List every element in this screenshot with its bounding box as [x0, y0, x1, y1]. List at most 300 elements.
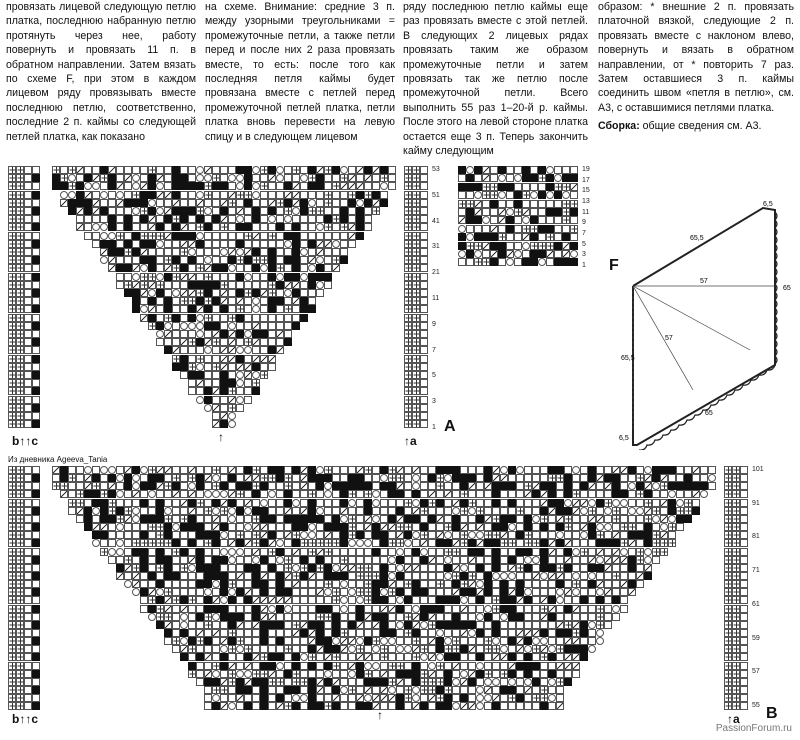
- chart-symbol: [404, 637, 412, 645]
- chart-symbol: [292, 694, 300, 702]
- chart-symbol: [308, 531, 316, 539]
- chart-symbol: [316, 207, 324, 215]
- chart-symbol: [372, 580, 380, 588]
- chart-symbol: [92, 482, 100, 490]
- chart-symbol: [260, 613, 268, 621]
- chart-symbol: [140, 490, 148, 498]
- chart-symbol: [276, 629, 284, 637]
- chart-symbol: [268, 694, 276, 702]
- chart-symbol: [530, 200, 538, 208]
- chart-symbol: [260, 596, 268, 604]
- chart-symbol: [660, 490, 668, 498]
- chart-symbol: [180, 273, 188, 281]
- chart-symbol: [684, 515, 692, 523]
- chart-symbol: [484, 531, 492, 539]
- chart-symbol: [220, 531, 228, 539]
- chart-symbol: [16, 248, 24, 256]
- chart-symbol: [396, 686, 404, 694]
- svg-text:57: 57: [665, 335, 673, 342]
- chart-symbol: [724, 588, 732, 596]
- chart-symbol: [516, 629, 524, 637]
- chart-symbol: [554, 233, 562, 241]
- chart-symbol: [468, 653, 476, 661]
- chart-symbol: [548, 702, 556, 710]
- chart-symbol: [260, 182, 268, 190]
- chart-symbol: [32, 474, 40, 482]
- chart-symbol: [516, 670, 524, 678]
- chart-symbol: [24, 207, 32, 215]
- chart-symbol: [732, 588, 740, 596]
- chart-symbol: [676, 482, 684, 490]
- chart-symbol: [260, 363, 268, 371]
- chart-symbol: [164, 580, 172, 588]
- chart-symbol: [516, 507, 524, 515]
- chart-symbol: [68, 174, 76, 182]
- chart-symbol: [724, 580, 732, 588]
- chart-symbol: [620, 490, 628, 498]
- chart-symbol: [212, 289, 220, 297]
- chart-symbol: [16, 264, 24, 272]
- chart-symbol: [508, 686, 516, 694]
- chart-symbol: [514, 233, 522, 241]
- chart-symbol: [500, 466, 508, 474]
- chart-symbol: [554, 225, 562, 233]
- chart-symbol: [588, 621, 596, 629]
- chart-symbol: [492, 621, 500, 629]
- chart-symbol: [32, 523, 40, 531]
- chart-symbol: [204, 199, 212, 207]
- chart-symbol: [740, 499, 748, 507]
- chart-symbol: [220, 264, 228, 272]
- chart-symbol: [340, 474, 348, 482]
- chart-symbol: [564, 645, 572, 653]
- chart-symbol: [260, 539, 268, 547]
- chart-symbol: [570, 225, 578, 233]
- chart-symbol: [548, 629, 556, 637]
- chart-symbol: [252, 596, 260, 604]
- chart-symbol: [364, 466, 372, 474]
- chart-symbol: [556, 474, 564, 482]
- chart-symbol: [148, 539, 156, 547]
- chart-symbol: [588, 482, 596, 490]
- chart-symbol: [8, 346, 16, 354]
- chart-symbol: [252, 515, 260, 523]
- chart-symbol: [380, 499, 388, 507]
- chart-symbol: [340, 174, 348, 182]
- chart-symbol: [188, 588, 196, 596]
- chart-symbol: [588, 572, 596, 580]
- chart-symbol: [724, 523, 732, 531]
- chart-symbol: [16, 507, 24, 515]
- chart-symbol: [356, 499, 364, 507]
- chart-symbol: [388, 580, 396, 588]
- chart-symbol: [588, 531, 596, 539]
- chart-symbol: [396, 653, 404, 661]
- chart-symbol: [620, 482, 628, 490]
- chart-symbol: [8, 232, 16, 240]
- chart-symbol: [356, 191, 364, 199]
- chart-symbol: [466, 208, 474, 216]
- chart-symbol: [740, 507, 748, 515]
- chart-symbol: [498, 233, 506, 241]
- chart-symbol: [508, 515, 516, 523]
- chart-symbol: [268, 662, 276, 670]
- chart-symbol: [156, 338, 164, 346]
- chart-symbol: [428, 588, 436, 596]
- chart-symbol: [564, 637, 572, 645]
- chart-symbol: [412, 670, 420, 678]
- chart-symbol: [740, 523, 748, 531]
- chart-symbol: [212, 166, 220, 174]
- chart-symbol: [196, 645, 204, 653]
- chart-symbol: [332, 523, 340, 531]
- chart-symbol: [468, 474, 476, 482]
- chart-symbol: [596, 482, 604, 490]
- chart-symbol: [508, 629, 516, 637]
- chart-symbol: [292, 191, 300, 199]
- chart-symbol: [108, 264, 116, 272]
- chart-symbol: [484, 662, 492, 670]
- chart-symbol: [554, 200, 562, 208]
- chart-symbol: [348, 629, 356, 637]
- chart-symbol: [32, 199, 40, 207]
- chart-symbol: [220, 191, 228, 199]
- chart-symbol: [420, 694, 428, 702]
- chart-symbol: [476, 507, 484, 515]
- chart-symbol: [700, 466, 708, 474]
- chart-symbol: [116, 182, 124, 190]
- chart-symbol: [316, 539, 324, 547]
- chart-symbol: [276, 548, 284, 556]
- chart-symbol: [740, 548, 748, 556]
- chart-symbol: [500, 531, 508, 539]
- chart-symbol: [32, 507, 40, 515]
- chart-symbol: [32, 240, 40, 248]
- chart-symbol: [492, 653, 500, 661]
- chart-symbol: [324, 166, 332, 174]
- chart-symbol: [404, 387, 412, 395]
- chart-symbol: [548, 637, 556, 645]
- chart-symbol: [260, 264, 268, 272]
- chart-symbol: [204, 273, 212, 281]
- chart-symbol: [458, 208, 466, 216]
- chart-symbol: [372, 490, 380, 498]
- chart-symbol: [100, 248, 108, 256]
- chart-symbol: [340, 232, 348, 240]
- chart-symbol: [260, 314, 268, 322]
- chart-symbol: [324, 232, 332, 240]
- chart-symbol: [452, 580, 460, 588]
- chart-symbol: [140, 248, 148, 256]
- chart-symbol: [508, 702, 516, 710]
- chart-symbol: [52, 474, 60, 482]
- chart-symbol: [24, 531, 32, 539]
- chart-symbol: [492, 482, 500, 490]
- chart-symbol: [244, 273, 252, 281]
- chart-symbol: [116, 281, 124, 289]
- chart-symbol: [404, 702, 412, 710]
- chart-symbol: [332, 662, 340, 670]
- chart-symbol: [396, 556, 404, 564]
- chart-symbol: [148, 548, 156, 556]
- chart-symbol: [220, 248, 228, 256]
- chart-symbol: [228, 613, 236, 621]
- chart-symbol: [244, 686, 252, 694]
- chart-symbol: [268, 289, 276, 297]
- chart-symbol: [156, 613, 164, 621]
- chart-symbol: [124, 482, 132, 490]
- chart-symbol: [364, 670, 372, 678]
- chart-symbol: [396, 490, 404, 498]
- chart-symbol: [300, 174, 308, 182]
- chart-symbol: [32, 289, 40, 297]
- chart-symbol: [76, 191, 84, 199]
- chart-symbol: [236, 174, 244, 182]
- chart-symbol: [188, 531, 196, 539]
- chart-symbol: [540, 507, 548, 515]
- chart-symbol: [308, 637, 316, 645]
- chart-symbol: [596, 531, 604, 539]
- chart-symbol: [732, 702, 740, 710]
- chart-symbol: [220, 523, 228, 531]
- chart-symbol: [204, 572, 212, 580]
- chart-symbol: [572, 580, 580, 588]
- chart-symbol: [348, 621, 356, 629]
- chart-symbol: [498, 200, 506, 208]
- chart-symbol: [308, 548, 316, 556]
- chart-symbol: [228, 694, 236, 702]
- chart-symbol: [252, 637, 260, 645]
- chart-symbol: [236, 466, 244, 474]
- chart-symbol: [148, 273, 156, 281]
- chart-symbol: [620, 580, 628, 588]
- chart-symbol: [420, 596, 428, 604]
- chart-symbol: [292, 556, 300, 564]
- chart-symbol: [676, 490, 684, 498]
- chart-symbol: [156, 207, 164, 215]
- chart-symbol: [444, 596, 452, 604]
- chart-symbol: [228, 629, 236, 637]
- chart-symbol: [452, 596, 460, 604]
- chart-symbol: [244, 466, 252, 474]
- chart-symbol: [204, 191, 212, 199]
- chart-symbol: [180, 264, 188, 272]
- chart-symbol: [24, 412, 32, 420]
- chart-symbol: [506, 174, 514, 182]
- chart-symbol: [530, 208, 538, 216]
- svg-text:65,5: 65,5: [690, 235, 704, 242]
- chart-symbol: [508, 556, 516, 564]
- chart-symbol: [500, 490, 508, 498]
- chart-symbol: [16, 297, 24, 305]
- chart-symbol: [148, 232, 156, 240]
- chart-symbol: [612, 548, 620, 556]
- chart-symbol: [236, 588, 244, 596]
- chart-symbol: [580, 556, 588, 564]
- chart-symbol: [116, 174, 124, 182]
- chart-symbol: [668, 531, 676, 539]
- chart-symbol: [484, 515, 492, 523]
- chart-symbol: [476, 474, 484, 482]
- chart-symbol: [458, 250, 466, 258]
- chart-symbol: [340, 637, 348, 645]
- chart-symbol: [188, 539, 196, 547]
- chart-symbol: [506, 166, 514, 174]
- chart-symbol: [628, 556, 636, 564]
- chart-symbol: [252, 466, 260, 474]
- chart-symbol: [276, 572, 284, 580]
- chart-symbol: [132, 564, 140, 572]
- chart-symbol: [548, 580, 556, 588]
- chart-symbol: [588, 548, 596, 556]
- chart-symbol: [244, 232, 252, 240]
- chart-symbol: [276, 670, 284, 678]
- chart-symbol: [84, 232, 92, 240]
- chart-symbol: [180, 281, 188, 289]
- chart-symbol: [172, 548, 180, 556]
- chart-symbol: [8, 387, 16, 395]
- chart-symbol: [468, 694, 476, 702]
- chart-symbol: [24, 404, 32, 412]
- chart-symbol: [644, 490, 652, 498]
- chart-symbol: [348, 474, 356, 482]
- chart-symbol: [268, 166, 276, 174]
- chart-symbol: [404, 670, 412, 678]
- chart-symbol: [388, 605, 396, 613]
- chart-symbol: [588, 466, 596, 474]
- chart-symbol: [420, 637, 428, 645]
- chart-symbol: [732, 474, 740, 482]
- chart-symbol: [316, 490, 324, 498]
- chart-symbol: [244, 613, 252, 621]
- chart-symbol: [132, 174, 140, 182]
- chart-symbol: [604, 515, 612, 523]
- chart-symbol: [300, 678, 308, 686]
- chart-symbol: [396, 662, 404, 670]
- chart-symbol: [292, 215, 300, 223]
- chart-symbol: [284, 289, 292, 297]
- chart-symbol: [516, 482, 524, 490]
- chart-symbol: [244, 182, 252, 190]
- chart-symbol: [498, 225, 506, 233]
- chart-symbol: [24, 564, 32, 572]
- chart-symbol: [412, 645, 420, 653]
- chart-symbol: [260, 686, 268, 694]
- chart-symbol: [108, 539, 116, 547]
- chart-symbol: [204, 363, 212, 371]
- chart-symbol: [228, 264, 236, 272]
- chart-symbol: [508, 580, 516, 588]
- chart-symbol: [148, 572, 156, 580]
- chart-symbol: [300, 466, 308, 474]
- chart-symbol: [180, 207, 188, 215]
- chart-symbol: [492, 572, 500, 580]
- chart-symbol: [16, 605, 24, 613]
- chart-symbol: [148, 215, 156, 223]
- chart-symbol: [458, 258, 466, 266]
- chart-symbol: [732, 596, 740, 604]
- chart-symbol: [588, 580, 596, 588]
- chart-symbol: [76, 482, 84, 490]
- chart-symbol: [276, 232, 284, 240]
- chart-symbol: [532, 588, 540, 596]
- chart-symbol: [180, 482, 188, 490]
- chart-symbol: [380, 523, 388, 531]
- chart-symbol: [196, 330, 204, 338]
- chart-symbol: [436, 515, 444, 523]
- chart-symbol: [404, 248, 412, 256]
- chart-symbol: [452, 645, 460, 653]
- chart-symbol: [316, 531, 324, 539]
- chart-symbol: [498, 216, 506, 224]
- chart-symbol: [196, 580, 204, 588]
- chart-symbol: [554, 174, 562, 182]
- chart-symbol: [604, 507, 612, 515]
- chart-symbol: [596, 580, 604, 588]
- chart-symbol: [332, 248, 340, 256]
- chart-symbol: [284, 207, 292, 215]
- chart-symbol: [732, 548, 740, 556]
- chart-symbol: [522, 233, 530, 241]
- chart-symbol: [220, 629, 228, 637]
- chart-symbol: [228, 305, 236, 313]
- chart-symbol: [300, 588, 308, 596]
- chart-symbol: [284, 539, 292, 547]
- chart-symbol: [668, 507, 676, 515]
- chart-symbol: [92, 499, 100, 507]
- chart-symbol: [164, 466, 172, 474]
- chart-symbol: [204, 539, 212, 547]
- chart-symbol: [388, 621, 396, 629]
- chart-symbol: [236, 678, 244, 686]
- chart-symbol: [580, 564, 588, 572]
- chart-symbol: [412, 702, 420, 710]
- chart-symbol: [8, 499, 16, 507]
- chart-symbol: [458, 225, 466, 233]
- chart-symbol: [244, 314, 252, 322]
- chart-symbol: [156, 474, 164, 482]
- chart-symbol: [556, 515, 564, 523]
- chart-symbol: [476, 637, 484, 645]
- chart-symbol: [668, 466, 676, 474]
- chart-symbol: [236, 305, 244, 313]
- chart-symbol: [340, 191, 348, 199]
- chart-symbol: [476, 466, 484, 474]
- chart-symbol: [212, 670, 220, 678]
- chart-symbol: [236, 621, 244, 629]
- chart-symbol: [348, 662, 356, 670]
- chart-symbol: [92, 232, 100, 240]
- chart-symbol: [620, 596, 628, 604]
- chart-symbol: [484, 499, 492, 507]
- chart-symbol: [284, 482, 292, 490]
- chart-symbol: [148, 191, 156, 199]
- chart-symbol: [268, 637, 276, 645]
- chart-symbol: [372, 482, 380, 490]
- chart-symbol: [332, 174, 340, 182]
- chart-symbol: [396, 629, 404, 637]
- chart-symbol: [132, 466, 140, 474]
- chart-symbol: [172, 499, 180, 507]
- chart-symbol: [356, 232, 364, 240]
- chart-symbol: [220, 588, 228, 596]
- chart-symbol: [466, 174, 474, 182]
- chart-symbol: [380, 199, 388, 207]
- chart-symbol: [228, 564, 236, 572]
- row-number: 3: [582, 251, 586, 259]
- chart-symbol: [492, 515, 500, 523]
- chart-symbol: [490, 166, 498, 174]
